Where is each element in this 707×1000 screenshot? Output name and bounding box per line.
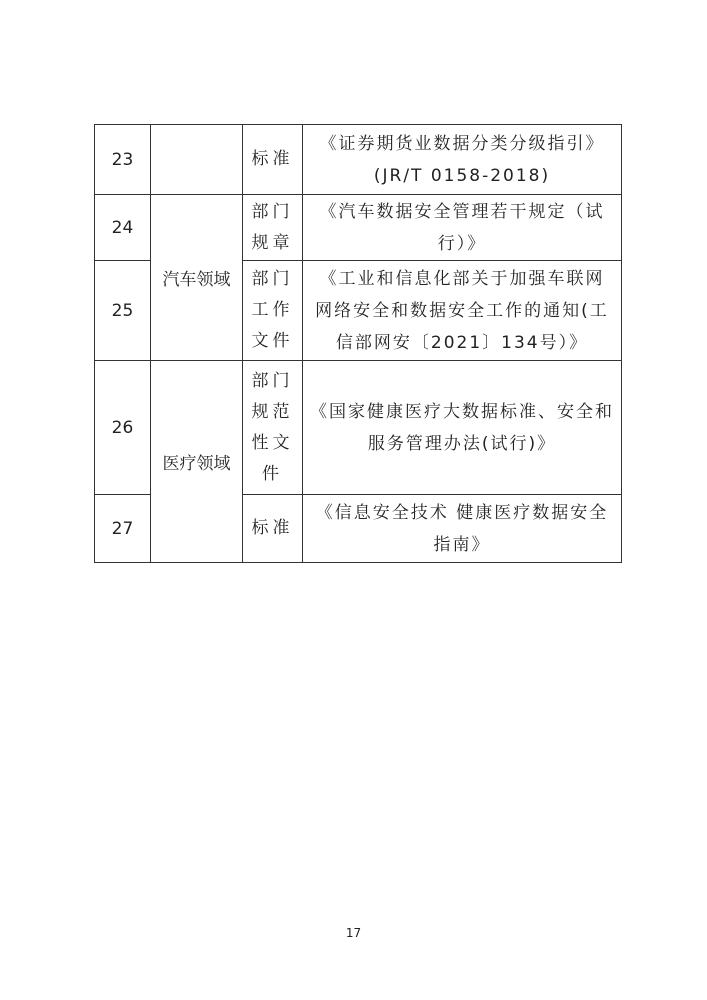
regulation-table bbox=[94, 124, 622, 563]
table-row bbox=[95, 125, 622, 195]
row-number: 26 bbox=[95, 361, 151, 495]
document-title: 《证券期货业数据分类分级指引》 (JR/T 0158-2018) bbox=[303, 125, 622, 195]
domain-cell bbox=[151, 125, 243, 195]
document-title: 《汽车数据安全管理若干规定（试 行）》 bbox=[303, 195, 622, 261]
row-number: 24 bbox=[95, 195, 151, 261]
document-title: 《工业和信息化部关于加强车联网 网络安全和数据安全工作的通知(工 信部网安〔2021〕134号）》 bbox=[303, 261, 622, 361]
document-type: 标准 bbox=[243, 495, 303, 563]
document-title: 《国家健康医疗大数据标准、安全和 服务管理办法(试行)》 bbox=[303, 361, 622, 495]
document-type: 部门工作文件 bbox=[243, 261, 303, 361]
row-number: 23 bbox=[95, 125, 151, 195]
document-type: 部门规范性文件 bbox=[243, 361, 303, 495]
domain-cell-auto: 汽车领域 bbox=[151, 195, 243, 361]
page-number: 17 bbox=[345, 926, 362, 940]
document-type: 标准 bbox=[243, 125, 303, 195]
table-row bbox=[95, 361, 622, 495]
row-number: 25 bbox=[95, 261, 151, 361]
domain-cell-medical: 医疗领域 bbox=[151, 361, 243, 563]
table-row bbox=[95, 195, 622, 261]
document-type: 部门规章 bbox=[243, 195, 303, 261]
document-title: 《信息安全技术 健康医疗数据安全 指南》 bbox=[303, 495, 622, 563]
row-number: 27 bbox=[95, 495, 151, 563]
